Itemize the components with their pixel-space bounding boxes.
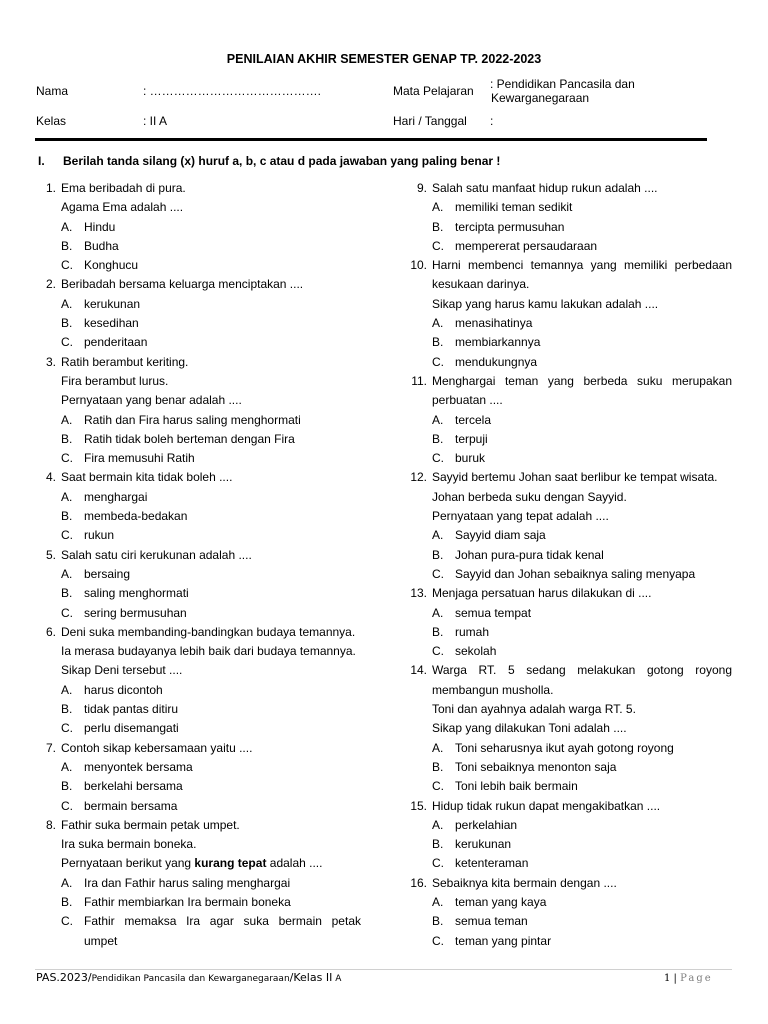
question-line: [407, 256, 732, 275]
answer-option: [36, 584, 361, 603]
question-line: [407, 468, 732, 487]
question-item: [407, 874, 732, 951]
option-text: berkelahi bersama: [84, 779, 183, 794]
option-letter: A.: [61, 682, 73, 697]
option-letter: A.: [432, 528, 444, 543]
answer-option: [407, 526, 732, 545]
question-number: 14.: [410, 663, 427, 678]
option-text: menasihatinya: [455, 316, 533, 331]
answer-option: [36, 507, 361, 526]
question-text: Contoh sikap kebersamaan yaitu ....: [61, 740, 253, 755]
answer-option: [36, 488, 361, 507]
question-line: [407, 507, 732, 526]
question-line: [36, 642, 361, 661]
option-letter: C.: [432, 354, 444, 369]
question-item: [36, 353, 361, 469]
option-text: buruk: [455, 451, 486, 466]
option-letter: C.: [61, 721, 73, 736]
option-letter: C.: [61, 528, 73, 543]
answer-option: [36, 758, 361, 777]
answer-option: [36, 218, 361, 237]
question-line: [36, 546, 361, 565]
question-line: [407, 681, 732, 700]
option-letter: B.: [432, 335, 444, 350]
answer-option: [407, 777, 732, 796]
question-number: 16.: [410, 875, 427, 890]
option-letter: B.: [61, 779, 73, 794]
option-text: Toni sebaiknya menonton saja: [455, 759, 617, 774]
answer-option: [36, 256, 361, 275]
option-letter: B.: [61, 509, 73, 524]
question-number: 9.: [416, 181, 427, 195]
option-letter: B.: [432, 759, 444, 774]
option-letter: A.: [432, 412, 444, 427]
option-text: Toni lebih baik bermain: [455, 779, 578, 794]
option-letter: A.: [61, 296, 73, 311]
question-text-part: Pernyataan berikut yang: [61, 856, 195, 871]
question-text: Salah satu manfaat hidup rukun adalah ....: [432, 181, 658, 195]
answer-option: [407, 353, 732, 372]
nama-label: Nama: [36, 84, 69, 98]
option-letter: B.: [61, 586, 73, 601]
question-item: [36, 739, 361, 816]
option-letter: A.: [432, 605, 444, 620]
answer-option: [36, 295, 361, 314]
question-line: [407, 661, 732, 680]
answer-option: [36, 893, 361, 912]
option-text: teman yang pintar: [455, 933, 552, 948]
instruction-number: I.: [38, 154, 45, 168]
option-letter: C.: [432, 566, 444, 581]
option-letter: C.: [61, 605, 73, 620]
option-text: Ira dan Fathir harus saling menghargai: [84, 875, 291, 890]
left-column: [36, 179, 361, 951]
option-text: perlu disemangati: [84, 721, 179, 736]
question-line: [36, 623, 361, 642]
answer-option: [407, 411, 732, 430]
answer-option-continued: [36, 932, 361, 951]
question-line: [407, 700, 732, 719]
option-letter: A.: [61, 875, 73, 890]
option-text: Budha: [84, 238, 119, 253]
option-text: kesedihan: [84, 316, 139, 331]
question-text: Harni membenci temannya yang memiliki perbedaan: [432, 258, 732, 273]
page-number-label: Page: [680, 973, 713, 984]
question-text: Fira berambut lurus.: [61, 373, 169, 388]
question-line: [407, 584, 732, 603]
question-line: [407, 797, 732, 816]
answer-option: [407, 604, 732, 623]
option-text: perkelahian: [455, 817, 518, 832]
question-line: [407, 275, 732, 294]
question-line: [36, 353, 361, 372]
question-item: [36, 468, 361, 545]
answer-option: [407, 333, 732, 352]
question-item: [36, 179, 361, 275]
answer-option: [36, 526, 361, 545]
option-text: sering bermusuhan: [84, 605, 187, 620]
question-item: [36, 546, 361, 623]
question-text: Ia merasa budayanya lebih baik dari budaya temannya.: [61, 644, 356, 659]
option-text: tidak pantas ditiru: [84, 702, 179, 717]
footer-divider: [35, 969, 732, 970]
option-text: menghargai: [84, 489, 148, 504]
option-letter: B.: [432, 219, 444, 234]
option-letter: A.: [432, 200, 444, 215]
page-number-value: 1: [664, 973, 671, 984]
answer-option: [407, 565, 732, 584]
question-line: [36, 661, 361, 680]
answer-option: [36, 777, 361, 796]
option-text: membeda-bedakan: [84, 509, 188, 524]
option-text: mendukungnya: [455, 354, 538, 369]
option-letter: B.: [61, 702, 73, 717]
option-text: umpet: [84, 933, 118, 948]
question-line: [36, 179, 361, 198]
option-letter: A.: [432, 894, 444, 909]
answer-option: [407, 198, 732, 217]
answer-option: [36, 719, 361, 738]
option-text: teman yang kaya: [455, 894, 547, 909]
option-text: tercipta permusuhan: [455, 219, 565, 234]
question-item: [407, 256, 732, 372]
option-text: membiarkannya: [455, 335, 541, 350]
option-text: terpuji: [455, 431, 488, 446]
option-letter: C.: [61, 914, 73, 929]
option-text: Ratih dan Fira harus saling menghormati: [84, 412, 301, 427]
option-text: Sayyid diam saja: [455, 528, 546, 543]
answer-option: [407, 758, 732, 777]
option-text: Toni seharusnya ikut ayah gotong royong: [455, 740, 674, 755]
page-title: PENILAIAN AKHIR SEMESTER GENAP TP. 2022-2023: [226, 52, 542, 66]
answer-option: [36, 912, 361, 931]
question-line: [407, 295, 732, 314]
answer-option: [36, 604, 361, 623]
option-text: rukun: [84, 528, 115, 543]
option-text: semua teman: [455, 914, 528, 929]
answer-option: [407, 623, 732, 642]
option-letter: B.: [432, 624, 444, 639]
answer-option: [36, 237, 361, 256]
option-letter: A.: [61, 759, 73, 774]
question-number: 10.: [410, 258, 427, 273]
mapel-value-line-1: : Pendidikan Pancasila dan: [490, 77, 635, 91]
option-letter: C.: [61, 451, 73, 466]
option-text: semua tempat: [455, 605, 532, 620]
option-text: kerukunan: [84, 296, 141, 311]
question-number: 11.: [411, 373, 427, 388]
question-text: Pernyataan yang tepat adalah ....: [432, 509, 609, 524]
option-text: menyontek bersama: [84, 759, 193, 774]
question-item: [36, 816, 361, 951]
question-number: 8.: [45, 817, 56, 832]
option-text: harus dicontoh: [84, 682, 163, 697]
answer-option: [407, 893, 732, 912]
option-letter: B.: [432, 431, 444, 446]
mapel-label: Mata Pelajaran: [393, 84, 474, 98]
answer-option: [407, 546, 732, 565]
option-letter: C.: [432, 779, 444, 794]
question-text: Sayyid bertemu Johan saat berlibur ke tempat wisata.: [432, 470, 718, 485]
question-item: [407, 179, 732, 256]
question-line: [36, 816, 361, 835]
kelas-label: Kelas: [36, 114, 67, 128]
footer-kelas-suffix: A: [332, 974, 342, 984]
question-item: [407, 661, 732, 796]
answer-option: [407, 835, 732, 854]
option-letter: A.: [61, 566, 73, 581]
answer-option: [407, 430, 732, 449]
question-line: [407, 372, 732, 391]
answer-option: [36, 411, 361, 430]
option-letter: A.: [432, 740, 444, 755]
question-text: [61, 854, 322, 873]
question-text: Beribadah bersama keluarga menciptakan ....: [61, 277, 304, 292]
question-item: [407, 584, 732, 661]
option-text: Sayyid dan Johan sebaiknya saling menyapa: [455, 566, 696, 581]
question-text: Menghargai teman yang berbeda suku merupakan: [432, 373, 732, 388]
option-text: kerukunan: [455, 837, 512, 852]
question-number: 2.: [45, 277, 56, 292]
question-item: [407, 372, 732, 468]
option-letter: C.: [432, 644, 444, 659]
footer-sep: /: [289, 971, 294, 984]
question-text: Agama Ema adalah ....: [61, 200, 184, 215]
question-line: [36, 854, 361, 873]
question-item: [36, 275, 361, 352]
question-text: Johan berbeda suku dengan Sayyid.: [432, 489, 627, 504]
answer-option: [407, 314, 732, 333]
option-text: memiliki teman sedikit: [455, 200, 573, 215]
option-letter: A.: [61, 219, 73, 234]
answer-option: [407, 932, 732, 951]
option-text: Konghucu: [84, 258, 139, 273]
option-text: Hindu: [84, 219, 116, 234]
question-number: 1.: [45, 181, 56, 195]
question-text: Sikap yang dilakukan Toni adalah ....: [432, 721, 627, 736]
option-letter: B.: [432, 547, 444, 562]
footer-kelas: Kelas II: [293, 971, 333, 984]
option-letter: C.: [432, 856, 444, 871]
question-line: [407, 874, 732, 893]
option-text: bermain bersama: [84, 798, 178, 813]
question-item: [407, 797, 732, 874]
question-text: Warga RT. 5 sedang melakukan gotong royong: [432, 663, 732, 678]
option-text: Fira memusuhi Ratih: [84, 451, 195, 466]
question-text: perbuatan ....: [432, 393, 503, 408]
option-letter: B.: [61, 431, 73, 446]
question-text: Menjaga persatuan harus dilakukan di ....: [432, 586, 652, 601]
option-text: bersaing: [84, 566, 131, 581]
option-text: penderitaan: [84, 335, 148, 350]
question-line: [36, 275, 361, 294]
question-number: 3.: [45, 354, 56, 369]
mapel-value-line-2: Kewarganegaraan: [491, 91, 590, 105]
option-text: Ratih tidak boleh berteman dengan Fira: [84, 431, 295, 446]
option-text: rumah: [455, 624, 490, 639]
option-letter: C.: [61, 335, 73, 350]
question-line: [407, 179, 732, 198]
answer-option: [407, 816, 732, 835]
answer-option: [407, 854, 732, 873]
option-text: mempererat persaudaraan: [455, 238, 598, 253]
question-line: [36, 391, 361, 410]
header-divider: [35, 138, 707, 141]
option-text: Fathir memaksa Ira agar suka bermain petak: [84, 914, 361, 929]
page-number-sep: |: [670, 973, 681, 984]
question-text: Toni dan ayahnya adalah warga RT. 5.: [432, 702, 636, 717]
question-line: [407, 488, 732, 507]
answer-option: [36, 681, 361, 700]
question-text: Ratih berambut keriting.: [61, 354, 189, 369]
question-text: Hidup tidak rukun dapat mengakibatkan ....: [432, 798, 661, 813]
question-number: 7.: [45, 740, 56, 755]
answer-option: [36, 797, 361, 816]
question-text: Sikap yang harus kamu lakukan adalah ....: [432, 296, 659, 311]
question-line: [36, 372, 361, 391]
instruction-text: Berilah tanda silang (x) huruf a, b, c atau d pada jawaban yang paling benar !: [63, 154, 501, 168]
question-text: Sikap Deni tersebut ....: [61, 663, 183, 678]
question-text: Deni suka membanding-bandingkan budaya temannya.: [61, 624, 356, 639]
option-letter: A.: [432, 817, 444, 832]
answer-option: [36, 565, 361, 584]
answer-option: [407, 739, 732, 758]
question-text: Saat bermain kita tidak boleh ....: [61, 470, 233, 485]
question-line: [36, 739, 361, 758]
question-line: [36, 835, 361, 854]
question-text: Ira suka bermain boneka.: [61, 837, 197, 852]
question-number: 4.: [45, 470, 56, 485]
answer-option: [407, 218, 732, 237]
option-letter: A.: [61, 489, 73, 504]
answer-option: [407, 449, 732, 468]
option-letter: C.: [432, 238, 444, 253]
option-text: Fathir membiarkan Ira bermain boneka: [84, 894, 291, 909]
footer-left: [36, 971, 341, 984]
page-number: [664, 973, 713, 984]
answer-option: [407, 237, 732, 256]
question-text-emphasis: kurang tepat: [194, 856, 267, 871]
question-text: Salah satu ciri kerukunan adalah ....: [61, 547, 252, 562]
option-text: Johan pura-pura tidak kenal: [455, 547, 604, 562]
question-item: [407, 468, 732, 584]
question-line: [36, 468, 361, 487]
option-letter: C.: [432, 933, 444, 948]
answer-option: [36, 314, 361, 333]
option-letter: B.: [432, 914, 444, 929]
question-item: [36, 623, 361, 739]
option-text: tercela: [455, 412, 492, 427]
footer-subject: Pendidikan Pancasila dan Kewarganegaraan: [91, 974, 290, 984]
answer-option: [407, 642, 732, 661]
answer-option: [36, 449, 361, 468]
question-text: Sebaiknya kita bermain dengan ....: [432, 875, 617, 890]
answer-option: [407, 912, 732, 931]
question-text: Pernyataan yang benar adalah ....: [61, 393, 242, 408]
option-text: ketenteraman: [455, 856, 529, 871]
option-letter: A.: [432, 316, 444, 331]
option-letter: C.: [61, 258, 73, 273]
option-letter: B.: [61, 894, 73, 909]
question-line: [407, 391, 732, 410]
answer-option: [36, 430, 361, 449]
right-column: [407, 179, 732, 951]
question-number: 6.: [45, 624, 56, 639]
option-text: saling menghormati: [84, 586, 189, 601]
hari-value: :: [490, 114, 494, 128]
question-text-part: adalah ....: [266, 856, 323, 871]
question-text: membangun musholla.: [432, 682, 554, 697]
question-number: 13.: [410, 586, 427, 601]
answer-option: [36, 333, 361, 352]
option-letter: B.: [432, 837, 444, 852]
option-text: sekolah: [455, 644, 497, 659]
option-letter: B.: [61, 316, 73, 331]
question-text: Fathir suka bermain petak umpet.: [61, 817, 240, 832]
question-line: [36, 198, 361, 217]
option-letter: A.: [61, 412, 73, 427]
answer-option: [36, 874, 361, 893]
answer-option: [36, 700, 361, 719]
question-number: 12.: [410, 470, 427, 485]
option-letter: B.: [61, 238, 73, 253]
option-letter: C.: [61, 798, 73, 813]
question-line: [407, 719, 732, 738]
option-letter: C.: [432, 451, 444, 466]
question-number: 5.: [45, 547, 56, 562]
question-text: kesukaan darinya.: [432, 277, 530, 292]
hari-label: Hari / Tanggal: [393, 114, 467, 128]
footer-code: PAS.2023/: [36, 971, 92, 984]
instruction: [38, 154, 500, 168]
question-text: Ema beribadah di pura.: [61, 181, 186, 195]
question-number: 15.: [410, 798, 427, 813]
nama-value: : …………………………………….: [143, 84, 322, 98]
kelas-value: : II A: [143, 114, 168, 128]
